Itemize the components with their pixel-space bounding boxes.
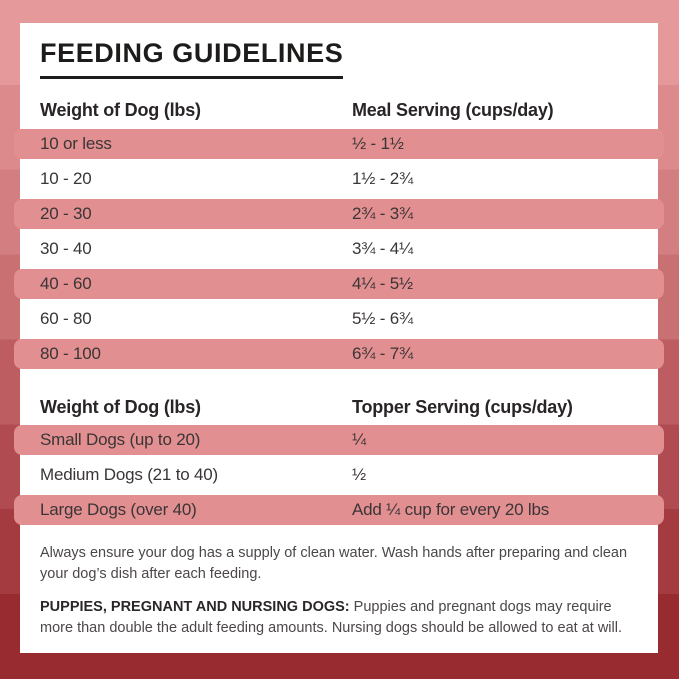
row-weight: 20 - 30: [40, 204, 92, 223]
row-weight: 40 - 60: [40, 274, 92, 293]
page-title: FEEDING GUIDELINES: [40, 40, 343, 79]
feeding-guidelines-card: [20, 23, 658, 653]
puppies-note-text: Puppies and pregnant dogs may require more than double the adult feeding amounts. Nursing dogs should be allowed to eat at will.: [40, 599, 622, 637]
row-serving: ½: [352, 465, 366, 484]
water-note: Always ensure your dog has a supply of clean water. Wash hands after preparing and clean your dog’s dish after each feeding.: [40, 545, 628, 583]
row-weight: 10 - 20: [40, 169, 92, 188]
meal-table: [40, 129, 638, 369]
meal-table-col2-header: Meal Serving (cups/day): [352, 99, 554, 120]
table-row: [14, 339, 664, 369]
row-weight: 60 - 80: [40, 309, 92, 328]
table-row: [14, 129, 664, 159]
table-row: [14, 460, 664, 490]
row-serving: 4¼ - 5½: [352, 274, 413, 293]
row-serving: 6¾ - 7¾: [352, 344, 413, 363]
table-row: [14, 495, 664, 525]
row-serving: 3¾ - 4¼: [352, 239, 413, 258]
row-weight: Small Dogs (up to 20): [40, 430, 201, 449]
topper-table-header: [40, 392, 638, 422]
row-serving: ¼: [352, 430, 366, 449]
table-row: [14, 304, 664, 334]
table-row: [14, 199, 664, 229]
row-serving: 2¾ - 3¾: [352, 204, 413, 223]
row-serving: 1½ - 2¾: [352, 169, 413, 188]
table-row: [14, 164, 664, 194]
topper-table-col1-header: Weight of Dog (lbs): [40, 396, 201, 417]
puppies-note-label: PUPPIES, PREGNANT AND NURSING DOGS:: [40, 599, 350, 616]
puppies-note: [40, 597, 638, 639]
topper-table-col2-header: Topper Serving (cups/day): [352, 396, 573, 417]
footnotes: [40, 543, 638, 639]
row-weight: 80 - 100: [40, 344, 101, 363]
table-row: [14, 269, 664, 299]
row-weight: Medium Dogs (21 to 40): [40, 465, 218, 484]
meal-table-col1-header: Weight of Dog (lbs): [40, 99, 201, 120]
row-serving: ½ - 1½: [352, 134, 404, 153]
table-row: [14, 425, 664, 455]
row-serving: Add ¼ cup for every 20 lbs: [352, 500, 550, 519]
row-weight: 10 or less: [40, 134, 112, 153]
row-weight: Large Dogs (over 40): [40, 500, 197, 519]
topper-table: [40, 425, 638, 525]
row-weight: 30 - 40: [40, 239, 92, 258]
table-row: [14, 234, 664, 264]
row-serving: 5½ - 6¾: [352, 309, 413, 328]
meal-table-header: [40, 95, 638, 125]
